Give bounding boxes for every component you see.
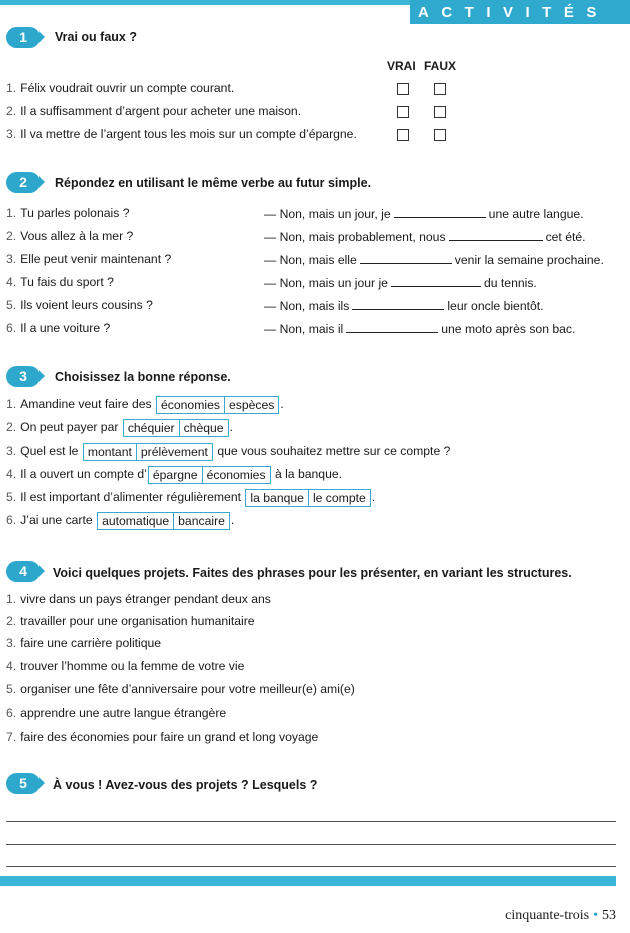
sentence-end: .	[371, 490, 376, 505]
vrai-header: VRAI	[387, 59, 416, 73]
page-word: cinquante-trois	[505, 908, 590, 923]
item-number: 2.	[6, 420, 17, 435]
sentence-end: à la banque.	[274, 467, 343, 482]
choice-option[interactable]: la banque	[250, 491, 304, 505]
item-number: 3.	[6, 444, 17, 459]
s1-item-1	[6, 81, 234, 95]
sentence-start: Il est important d’alimenter régulièrement	[20, 490, 241, 505]
s3-item-4	[6, 466, 342, 484]
item-number: 3.	[6, 252, 17, 266]
choice-option[interactable]: prélèvement	[136, 444, 212, 460]
s4-item-3	[6, 636, 161, 650]
question-text: Vous allez à la mer ?	[20, 229, 134, 243]
s3-item-3	[6, 443, 450, 461]
item-text: travailler pour une organisation humanitaire	[20, 614, 255, 628]
s4-item-7	[6, 730, 318, 744]
answer-blank[interactable]	[391, 275, 481, 287]
s4-item-1	[6, 592, 271, 606]
item-number: 4.	[6, 467, 17, 482]
item-text: faire une carrière politique	[20, 636, 162, 650]
answer-start: — Non, mais il	[264, 322, 344, 336]
answer-end: du tennis.	[483, 276, 537, 290]
s4-item-5	[6, 682, 355, 696]
answer-blank[interactable]	[360, 252, 452, 264]
item-number: 3.	[6, 636, 17, 650]
section-4-badge: 4	[6, 561, 40, 582]
item-text: Il a suffisamment d’argent pour acheter une maison.	[20, 104, 302, 118]
s2-question-3	[6, 252, 171, 266]
sentence-end: .	[229, 420, 233, 435]
section-4-title: Voici quelques projets. Faites des phrases pour les présenter, en variant les structures.	[53, 566, 572, 580]
sentence-start: Il a ouvert un compte d’	[20, 467, 147, 482]
sentence-start: On peut payer par	[20, 420, 119, 435]
s1-item-2	[6, 104, 301, 118]
item-number: 6.	[6, 706, 17, 720]
s4-item-6	[6, 706, 226, 720]
section-3-title: Choisissez la bonne réponse.	[55, 370, 231, 384]
answer-line-3[interactable]	[6, 866, 616, 867]
sentence-end: .	[280, 397, 284, 412]
section-1-badge: 1	[6, 27, 40, 48]
answer-end: une autre langue.	[488, 207, 584, 221]
sentence-end: que vous souhaitez mettre sur ce compte ?	[217, 444, 451, 459]
choice-option[interactable]: économies	[202, 467, 270, 483]
sentence-start: J’ai une carte	[20, 513, 93, 528]
choice-option[interactable]: espèces	[224, 397, 278, 413]
item-text: apprendre une autre langue étrangère	[20, 706, 227, 720]
item-text: Il va mettre de l’argent tous les mois sur un compte d’épargne.	[20, 127, 357, 141]
choice-option[interactable]: épargne	[152, 468, 198, 482]
item-number: 4.	[6, 659, 17, 673]
checkbox-vrai-1[interactable]	[397, 83, 409, 95]
item-number: 1.	[6, 592, 17, 606]
choice-box	[156, 396, 279, 414]
choice-option[interactable]: économies	[161, 398, 220, 412]
item-number: 1.	[6, 206, 17, 220]
s4-item-2	[6, 614, 255, 628]
page-footer	[505, 908, 616, 924]
s2-answer-3	[264, 252, 604, 267]
section-5-title: À vous ! Avez-vous des projets ? Lesquels ?	[53, 778, 318, 792]
answer-blank[interactable]	[394, 206, 486, 218]
choice-box	[148, 466, 271, 484]
item-number: 5.	[6, 298, 17, 312]
choice-option[interactable]: bancaire	[173, 513, 229, 529]
s2-answer-4	[264, 275, 537, 290]
sentence-start: Amandine veut faire des	[20, 397, 152, 412]
choice-box	[245, 489, 370, 507]
s2-question-5	[6, 298, 153, 312]
item-number: 5.	[6, 490, 17, 505]
answer-start: — Non, mais un jour je	[264, 276, 388, 290]
choice-option[interactable]: le compte	[308, 490, 370, 506]
item-text: organiser une fête d’anniversaire pour votre meilleur(e) ami(e)	[20, 682, 355, 696]
section-2-title: Répondez en utilisant le même verbe au futur simple.	[55, 176, 372, 190]
s2-answer-1	[264, 206, 584, 221]
sentence-end: .	[230, 513, 235, 528]
choice-option[interactable]: automatique	[102, 514, 170, 528]
answer-line-1[interactable]	[6, 821, 616, 822]
section-3-badge: 3	[6, 366, 40, 387]
question-text: Ils voient leurs cousins ?	[20, 298, 153, 312]
choice-option[interactable]: chèque	[179, 420, 228, 436]
bullet-icon: •	[593, 908, 598, 923]
s2-question-6	[6, 321, 110, 335]
section-1-title: Vrai ou faux ?	[55, 30, 137, 44]
choice-box	[123, 419, 229, 437]
question-text: Il a une voiture ?	[20, 321, 111, 335]
item-number: 2.	[6, 104, 17, 118]
s2-question-4	[6, 275, 114, 289]
item-number: 4.	[6, 275, 17, 289]
s3-item-1	[6, 396, 284, 414]
answer-start: — Non, mais probablement, nous	[264, 230, 446, 244]
section-5-badge: 5	[6, 773, 40, 794]
item-number: 6.	[6, 321, 17, 335]
item-number: 5.	[6, 682, 17, 696]
page-number: 53	[602, 908, 616, 923]
checkbox-vrai-2[interactable]	[397, 106, 409, 118]
answer-blank[interactable]	[449, 229, 543, 241]
checkbox-faux-2[interactable]	[434, 106, 446, 118]
activites-band: ACTIVITÉS	[410, 0, 630, 24]
item-number: 1.	[6, 81, 17, 95]
answer-start: — Non, mais un jour, je	[264, 207, 391, 221]
s3-item-2	[6, 419, 233, 437]
checkbox-faux-3[interactable]	[434, 129, 446, 141]
faux-header: FAUX	[424, 59, 457, 73]
answer-start: — Non, mais ils	[264, 299, 350, 313]
item-number: 3.	[6, 127, 17, 141]
choice-option[interactable]: chéquier	[127, 421, 175, 435]
s3-item-5	[6, 489, 375, 507]
item-text: vivre dans un pays étranger pendant deux ans	[20, 592, 271, 606]
checkbox-faux-1[interactable]	[434, 83, 446, 95]
s2-answer-5	[264, 298, 544, 313]
choice-box	[97, 512, 230, 530]
item-number: 2.	[6, 229, 17, 243]
bottom-stripe	[0, 876, 616, 886]
answer-end: venir la semaine prochaine.	[454, 253, 604, 267]
s2-answer-2	[264, 229, 586, 244]
choice-box	[83, 443, 213, 461]
item-text: trouver l’homme ou la femme de votre vie	[20, 659, 245, 673]
answer-end: une moto après son bac.	[441, 322, 576, 336]
checkbox-vrai-3[interactable]	[397, 129, 409, 141]
item-number: 1.	[6, 397, 17, 412]
question-text: Elle peut venir maintenant ?	[20, 252, 172, 266]
s1-item-3	[6, 127, 357, 141]
answer-end: leur oncle bientôt.	[447, 299, 544, 313]
item-number: 6.	[6, 513, 17, 528]
s4-item-4	[6, 659, 244, 673]
s3-item-6	[6, 512, 234, 530]
s2-answer-6	[264, 321, 575, 336]
item-number: 2.	[6, 614, 17, 628]
answer-end: cet été.	[545, 230, 586, 244]
s2-question-2	[6, 229, 133, 243]
item-number: 7.	[6, 730, 17, 744]
answer-blank[interactable]	[352, 298, 444, 310]
answer-blank[interactable]	[346, 321, 438, 333]
item-text: faire des économies pour faire un grand et long voyage	[20, 730, 319, 744]
sentence-start: Quel est le	[20, 444, 79, 459]
question-text: Tu parles polonais ?	[20, 206, 130, 220]
answer-start: — Non, mais elle	[264, 253, 357, 267]
question-text: Tu fais du sport ?	[20, 275, 114, 289]
choice-option[interactable]: montant	[87, 445, 132, 459]
item-text: Félix voudrait ouvrir un compte courant.	[20, 81, 235, 95]
section-2-badge: 2	[6, 172, 40, 193]
s2-question-1	[6, 206, 129, 220]
answer-line-2[interactable]	[6, 844, 616, 845]
